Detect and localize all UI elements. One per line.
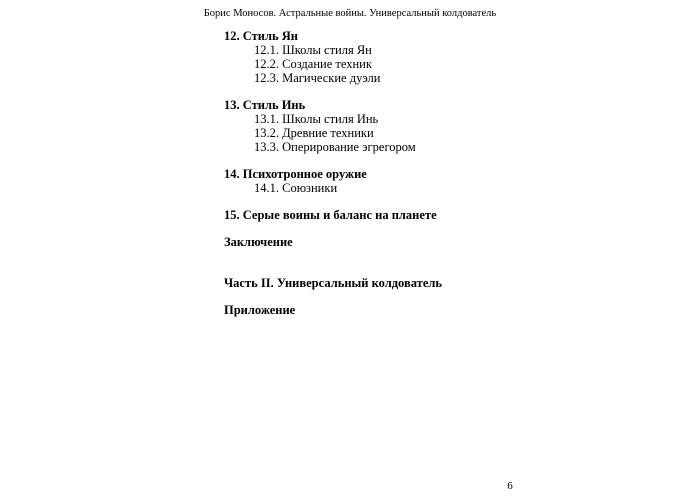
toc-section-title: 13. Стиль Инь <box>224 98 306 112</box>
toc-subsection: 12.3. Магические дуэли <box>254 71 381 85</box>
running-header: Борис Моносов. Астральные войны. Универсальный колдователь <box>203 8 497 19</box>
toc-subsection: 13.2. Древние техники <box>254 126 374 140</box>
table-of-contents <box>224 29 664 317</box>
page-number: 6 <box>507 480 513 492</box>
toc-subsection: 14.1. Союзники <box>254 181 338 195</box>
toc-part-two: Часть II. Универсальный колдователь <box>224 276 442 290</box>
toc-subsection: 12.1. Школы стиля Ян <box>254 43 372 57</box>
toc-section-title: 15. Серые воины и баланс на планете <box>224 208 437 222</box>
toc-subsection: 12.2. Создание техник <box>254 57 372 71</box>
toc-subsection: 13.3. Оперирование эгрегором <box>254 140 416 154</box>
toc-subsection: 13.1. Школы стиля Инь <box>254 112 379 126</box>
toc-section-title: 14. Психотронное оружие <box>224 167 367 181</box>
toc-conclusion: Заключение <box>224 235 293 249</box>
toc-section-title: 12. Стиль Ян <box>224 29 298 43</box>
toc-appendix: Приложение <box>224 303 296 317</box>
